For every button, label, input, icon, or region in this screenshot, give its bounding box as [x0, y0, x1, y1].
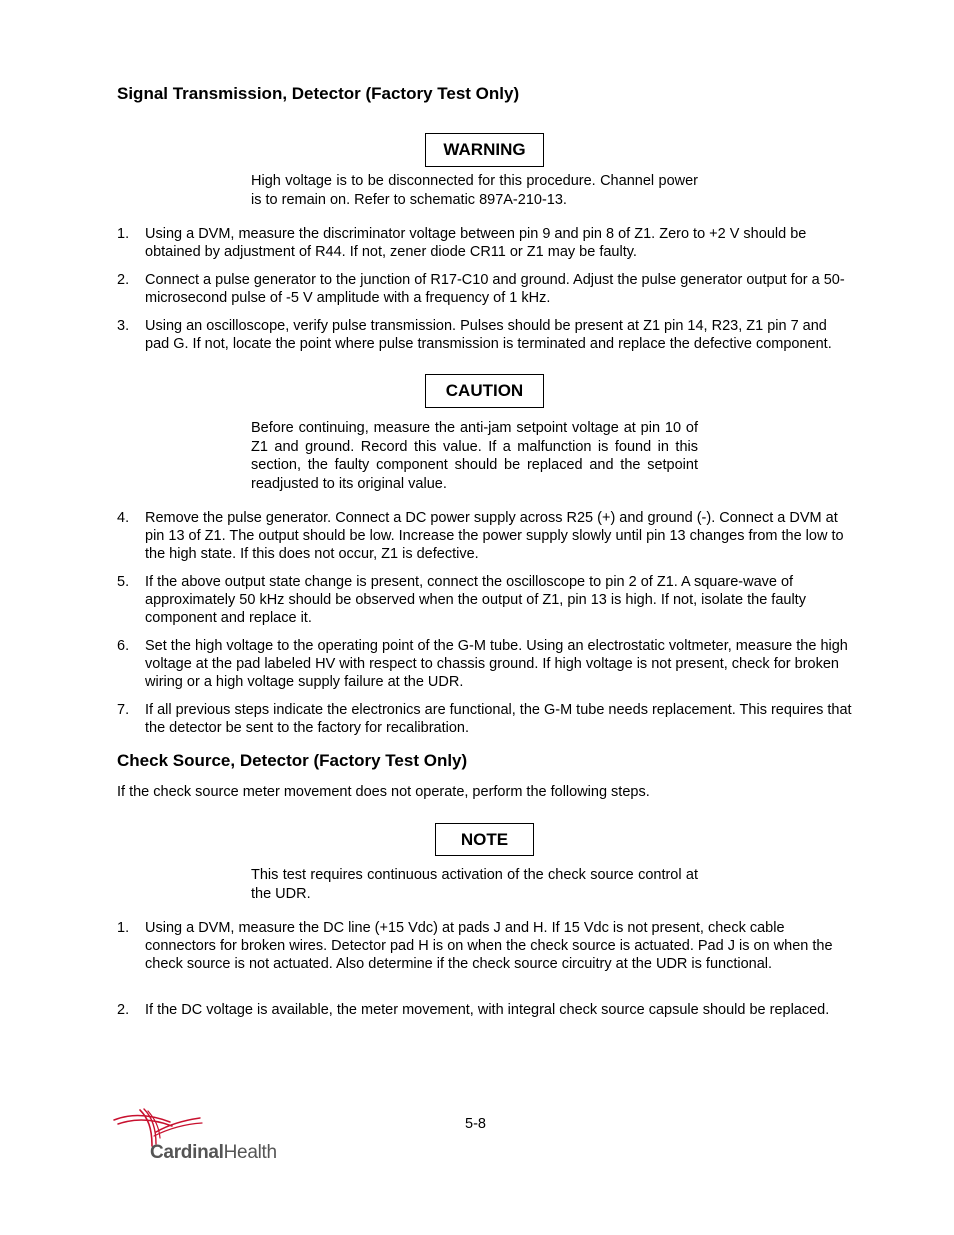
logo-text-regular: Health: [223, 1142, 277, 1163]
step-text: Set the high voltage to the operating point of the G-M tube. Using an electrostatic voltmeter, measure the high voltage at the pad labeled HV with respect to chassis ground. If high voltage is not present, check for broken wiring or a high voltage supply failure at the UDR.: [145, 638, 848, 690]
caution-label: CAUTION: [425, 374, 544, 408]
caution-text: Before continuing, measure the anti-jam setpoint voltage at pin 10 of Z1 and ground. Record this value. If a malfunction is found in this section, the faulty component should be replaced and the setpoint readjusted to its original value.: [251, 420, 698, 492]
warning-text: High voltage is to be disconnected for this procedure. Channel power is to remain on. Refer to schematic 897A-210-13.: [251, 173, 698, 208]
step-number: 1.: [117, 226, 130, 242]
section-title-check-source: Check Source, Detector (Factory Test Only): [117, 751, 468, 770]
step-text: Using a DVM, measure the DC line (+15 Vdc) at pads J and H. If 15 Vdc is not present, check cable connectors for broken wires. Detector pad H is on when the check source is actuated. Pad J is on when the check source is not actuated. Also determine if the check source circuitry at the UDR is functional.: [145, 920, 833, 972]
logo-text-bold: Cardinal: [150, 1142, 224, 1163]
step-number: 3.: [117, 318, 130, 334]
step-number: 6.: [117, 638, 130, 654]
step-number: 2.: [117, 1002, 130, 1018]
page-number: 5-8: [465, 1116, 486, 1132]
note-label: NOTE: [435, 823, 534, 856]
step-text: Remove the pulse generator. Connect a DC power supply across R25 (+) and ground (-). Connect a DVM at pin 13 of Z1. The output should be low. Increase the power supply slowly until pin 13 changes from the low to the high state. If this does not occur, Z1 is defective.: [145, 510, 844, 562]
check-source-intro: If the check source meter movement does not operate, perform the following steps.: [117, 784, 650, 800]
step-number: 4.: [117, 510, 130, 526]
step-text: Using a DVM, measure the discriminator voltage between pin 9 and pin 8 of Z1. Zero to +2 V should be obtained by adjustment of R44. If not, zener diode CR11 or Z1 may be faulty.: [145, 226, 807, 260]
logo-wordmark: [150, 1142, 277, 1164]
logo-stroke: [118, 1120, 172, 1126]
step-number: 1.: [117, 920, 130, 936]
cardinal-health-logo: [112, 1108, 282, 1168]
step-text: If the above output state change is present, connect the oscilloscope to pin 2 of Z1. A square-wave of approximately 50 kHz should be observed when the output of Z1, pin 13 is high. If not, isolate the faulty component and replace it.: [145, 574, 806, 626]
section-title-signal-transmission: Signal Transmission, Detector (Factory Test Only): [117, 84, 520, 103]
warning-label: WARNING: [425, 133, 544, 167]
step-number: 5.: [117, 574, 130, 590]
step-text: Connect a pulse generator to the junction of R17-C10 and ground. Adjust the pulse generator output for a 50-microsecond pulse of -5 V amplitude with a frequency of 1 kHz.: [145, 272, 845, 306]
step-number: 7.: [117, 702, 130, 718]
logo-stroke: [114, 1116, 170, 1122]
step-text: If all previous steps indicate the electronics are functional, the G-M tube needs replacement. This requires that the detector be sent to the factory for recalibration.: [145, 702, 852, 736]
step-number: 2.: [117, 272, 130, 288]
step-text: If the DC voltage is available, the meter movement, with integral check source capsule should be replaced.: [145, 1002, 830, 1018]
step-text: Using an oscilloscope, verify pulse transmission. Pulses should be present at Z1 pin 14, R23, Z1 pin 7 and pad G. If not, locate the point where pulse transmission is terminated and replace the defective component.: [145, 318, 832, 352]
note-text: This test requires continuous activation of the check source control at the UDR.: [251, 867, 698, 902]
